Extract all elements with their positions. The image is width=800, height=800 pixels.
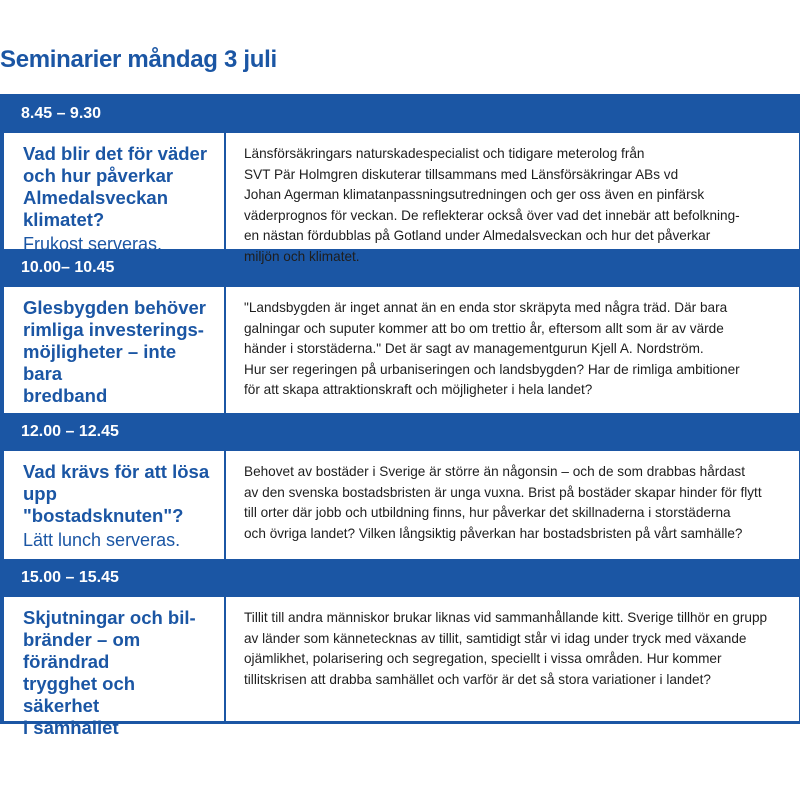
seminar-row — [4, 287, 799, 413]
time-slot-band — [0, 95, 800, 133]
seminar-heading-line: Glesbygden behöver — [23, 297, 206, 318]
time-slot-label: 15.00 – 15.45 — [21, 569, 119, 586]
seminar-heading-line: klimatet? — [23, 209, 105, 230]
description-line: en nästan fördubblas på Gotland under Almedalsveckan och hur det påverkar — [244, 228, 711, 243]
description-line: för att skapa attraktionskraft och möjligheter i hela landet? — [244, 382, 593, 397]
description-line: Länsförsäkringars naturskadespecialist och tidigare meterolog från — [244, 146, 645, 161]
time-slot-band — [0, 559, 800, 597]
description-line: Behovet av bostäder i Sverige är större än någonsin – och de som drabbas hårdast — [244, 464, 746, 479]
seminar-heading-line: bränder – om förändrad — [23, 629, 141, 672]
seminar-heading-line: Vad krävs för att lösa — [23, 461, 210, 482]
seminar-schedule — [0, 94, 800, 738]
description-line: galningar och suputer kommer att bo om trettio år, eftersom allt som är av värde — [244, 320, 724, 336]
seminar-description — [226, 133, 799, 264]
description-line: av den svenska bostadsbristen är unga vuxna. Brist på bostäder skapar hinder för flytt — [244, 484, 762, 500]
description-line: händer i storstäderna." Det är sagt av managementgurun Kjell A. Nordström. — [244, 341, 704, 356]
seminar-heading-line: Vad blir det för väder — [23, 143, 208, 164]
seminar-heading-line: rimliga investerings- — [23, 319, 204, 340]
seminar-description — [226, 287, 799, 413]
description-line: miljön och klimatet. — [244, 248, 360, 264]
page-title: Seminarier måndag 3 juli — [0, 46, 277, 73]
seminar-heading-line: trygghet och säkerhet — [23, 673, 136, 716]
time-slot-label: 12.00 – 12.45 — [21, 423, 119, 440]
seminar-title-cell — [4, 597, 226, 738]
seminar-title-cell — [4, 133, 226, 254]
time-slot-label: 8.45 – 9.30 — [21, 105, 102, 122]
description-line: "Landsbygden är inget annat än en enda stor skräpyta med några träd. Där bara — [244, 300, 728, 315]
time-slot-label: 10.00– 10.45 — [21, 259, 115, 276]
seminar-description — [226, 451, 799, 559]
seminar-row — [4, 451, 799, 559]
description-line: Hur ser regeringen på urbaniseringen och landsbygden? Har de rimliga ambitioner — [244, 361, 740, 377]
seminar-heading-line: möjligheter – inte bara — [23, 341, 177, 384]
seminar-heading-line: upp "bostadsknuten"? — [23, 483, 184, 526]
description-line: väderprognos för veckan. De reflekterar också över vad det innebär att befolkning- — [244, 207, 740, 223]
seminar-heading-line: i samhället — [23, 717, 119, 738]
seminar-heading-line: Skjutningar och bil- — [23, 607, 196, 628]
seminar-note: Lätt lunch serveras. — [23, 530, 181, 550]
seminar-heading-line: och hur påverkar — [23, 165, 174, 186]
seminar-title-cell — [4, 451, 226, 559]
seminar-note: Frukost serveras. — [23, 234, 163, 254]
seminar-row — [4, 133, 799, 264]
description-line: till orter där jobb och utbildning finns, hur påverkar det skillnaderna i storstäderna — [244, 505, 731, 520]
description-line: ojämlikhet, polarisering och segregation, speciellt i vissa områden. Hur kommer — [244, 651, 722, 666]
seminar-description — [226, 597, 799, 721]
description-line: och övriga landet? Vilken långsiktig påverkan har bostadsbristen på vårt samhälle? — [244, 525, 743, 541]
description-line: SVT Pär Holmgren diskuterar tillsammans med Länsförsäkringar ABs vd — [244, 166, 679, 182]
seminar-row — [4, 597, 799, 738]
seminar-heading-line: bredband — [23, 385, 108, 406]
seminar-heading-line: Almedalsveckan — [23, 187, 169, 208]
seminar-title-cell — [4, 287, 226, 413]
description-line: av länder som kännetecknas av tillit, samtidigt står vi idag under tryck med växande — [244, 630, 747, 646]
time-slot-band — [0, 413, 800, 451]
description-line: Tillit till andra människor brukar liknas vid sammanhållande kitt. Sverige tillhör en grupp — [244, 610, 768, 625]
description-line: Johan Agerman klimatanpassningsutredningen och ger oss även en pinfärsk — [244, 187, 705, 202]
description-line: tillitskrisen att drabba samhället och varför är det så stora variationer i landet? — [244, 671, 711, 687]
